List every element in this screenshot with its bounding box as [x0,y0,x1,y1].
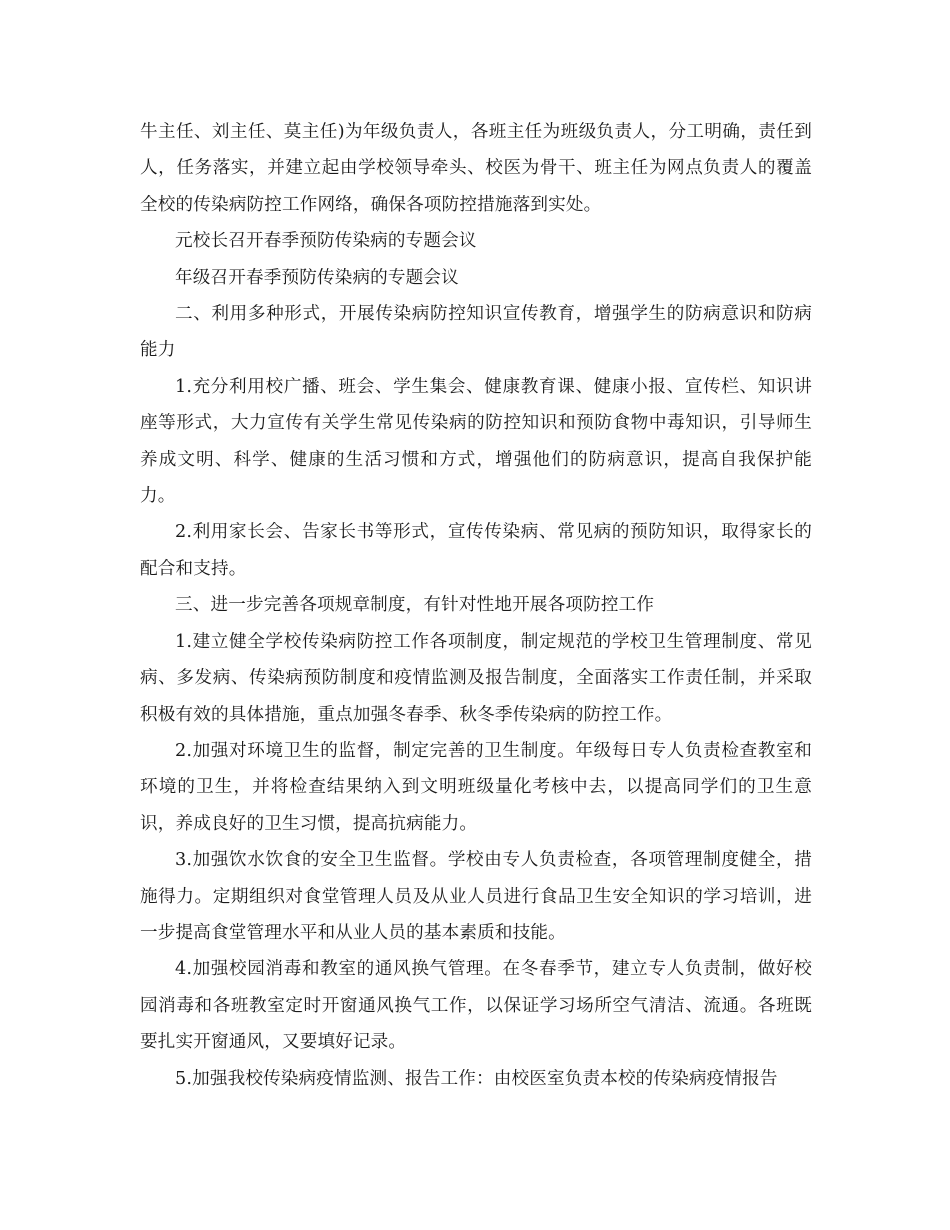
list-item-3-2: 2.加强对环境卫生的监督，制定完善的卫生制度。年级每日专人负责检查教室和环境的卫生，并将检查结果纳入到文明班级量化考核中去，以提高同学们的卫生意识，养成良好的卫生习惯，提高抗病能力。 [140,740,812,834]
list-item-2-2: 2.利用家长会、告家长书等形式，宣传传染病、常见病的预防知识，取得家长的配合和支持。 [140,522,812,579]
section-heading-2: 二、利用多种形式，开展传染病防控知识宣传教育，增强学生的防病意识和防病能力 [140,304,812,361]
paragraph-continuation: 牛主任、刘主任、莫主任)为年级负责人，各班主任为班级负责人，分工明确，责任到人，任务落实，并建立起由学校领导牵头、校医为骨干、班主任为网点负责人的覆盖全校的传染病防控工作网络，确保各项防控措施落到实处。 [140,122,812,215]
list-item-3-3: 3.加强饮水饮食的安全卫生监督。学校由专人负责检查，各项管理制度健全，措施得力。定期组织对食堂管理人员及从业人员进行食品卫生安全知识的学习培训，进一步提高食堂管理水平和从业人员的基本素质和技能。 [140,850,812,943]
document-body [140,114,812,1097]
list-item-3-4: 4.加强校园消毒和教室的通风换气管理。在冬春季节，建立专人负责制，做好校园消毒和各班教室定时开窗通风换气工作，以保证学习场所空气清洁、流通。各班既要扎实开窗通风，又要填好记录。 [140,959,812,1053]
section-heading-3: 三、进一步完善各项规章制度，有针对性地开展各项防控工作 [175,595,655,616]
list-item-2-1: 1.充分利用校广播、班会、学生集会、健康教育课、健康小报、宣传栏、知识讲座等形式，大力宣传有关学生常见传染病的防控知识和预防食物中毒知识，引导师生养成文明、科学、健康的生活习惯和方式，增强他们的防病意识，提高自我保护能力。 [140,376,812,507]
list-item-3-1: 1.建立健全学校传染病防控工作各项制度，制定规范的学校卫生管理制度、常见病、多发病、传染病预防制度和疫情监测及报告制度，全面落实工作责任制，并采取积极有效的具体措施，重点加强冬春季、秋冬季传染病的防控工作。 [140,631,812,725]
paragraph-principal-meeting: 元校长召开春季预防传染病的专题会议 [175,231,477,252]
list-item-3-5: 5.加强我校传染病疫情监测、报告工作：由校医室负责本校的传染病疫情报告 [175,1068,778,1089]
paragraph-grade-meeting: 年级召开春季预防传染病的专题会议 [175,267,459,288]
